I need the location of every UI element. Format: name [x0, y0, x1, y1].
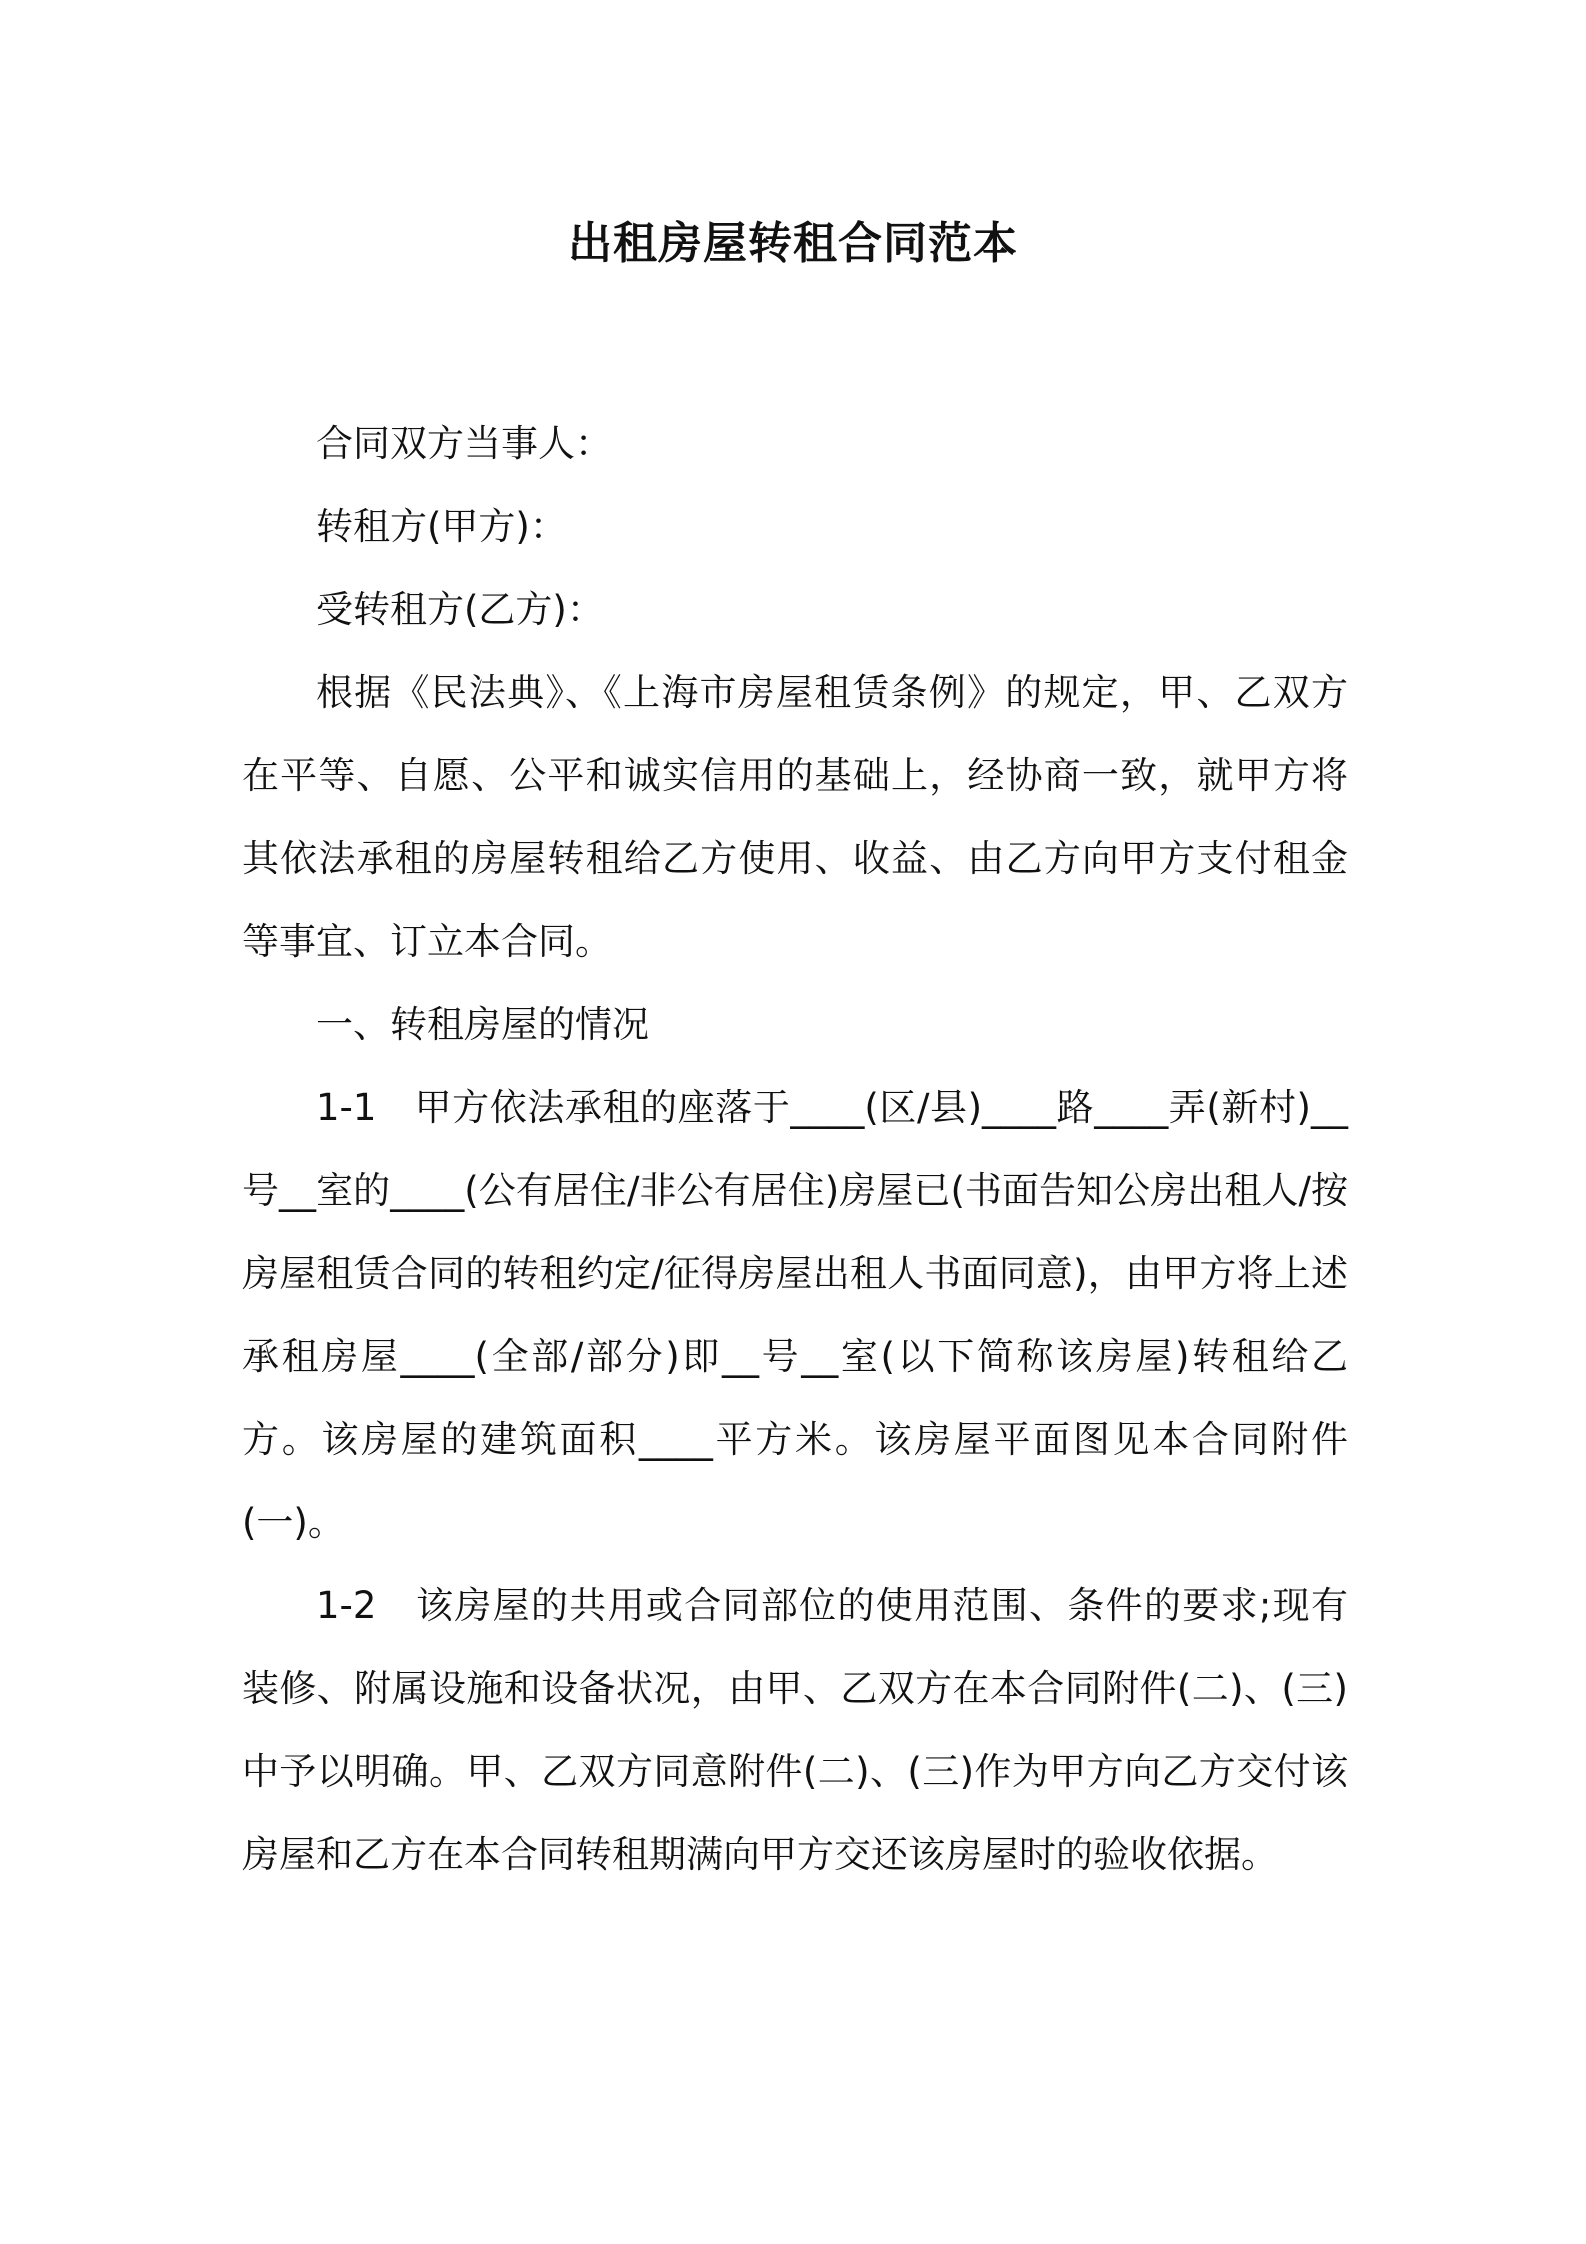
preamble-paragraph: 根据《民法典》、《上海市房屋租赁条例》的规定，甲、乙双方在平等、自愿、公平和诚实信用的基础上，经协商一致，就甲方将其依法承租的房屋转租给乙方使用、收益、由乙方向甲方支付租金等事宜、订立本合同。 [242, 671, 1348, 963]
parties-heading: 合同双方当事人： [316, 422, 612, 465]
party-b-line: 受转租方(乙方)： [316, 588, 604, 631]
party-a-line: 转租方(甲方)： [316, 505, 567, 548]
document-title: 出租房屋转租合同范本 [568, 218, 1018, 269]
clause-1-2: 1-2 该房屋的共用或合同部位的使用范围、条件的要求;现有装修、附属设施和设备状况，由甲、乙双方在本合同附件(二)、(三)中予以明确。甲、乙双方同意附件(二)、(三)作为甲方向乙方交付该房屋和乙方在本合同转租期满向甲方交还该房屋时的验收依据。 [242, 1584, 1348, 1876]
document-body [242, 402, 1348, 1896]
clause-1-1: 1-1 甲方依法承租的座落于____(区/县)____路____弄(新村)__号__室的____(公有居住/非公有居住)房屋已(书面告知公房出租人/按房屋租赁合同的转租约定/征得房屋出租人书面同意)，由甲方将上述承租房屋____(全部/部分)即__号__室(以下简称该房屋)转租给乙方。该房屋的建筑面积____平方米。该房屋平面图见本合同附件(一)。 [242, 1086, 1348, 1544]
section-1-heading: 一、转租房屋的情况 [316, 1003, 649, 1046]
